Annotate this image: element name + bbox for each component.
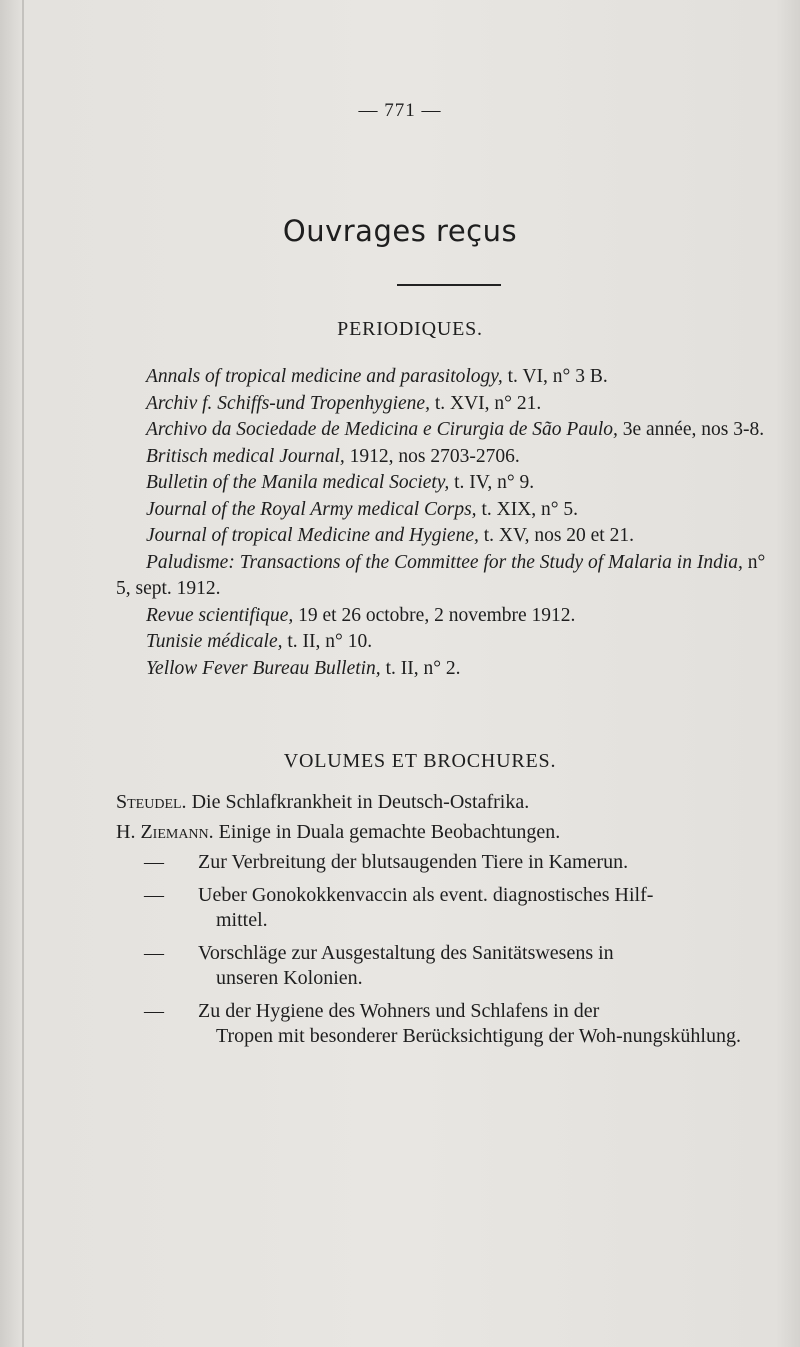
periodical-title: Archivo da Sociedade de Medicina e Cirurgia de São Paulo, <box>146 419 618 440</box>
sub-work-line: Vorschläge zur Ausgestaltung des Sanitätswesens in <box>198 942 614 964</box>
periodical-item <box>116 444 766 471</box>
periodical-details: t. VI, n° 3 B. <box>502 366 608 387</box>
periodical-item <box>116 391 766 418</box>
volume-author: Steudel. <box>116 791 187 813</box>
volumes-heading: VOLUMES ET BROCHURES. <box>283 750 557 772</box>
periodical-item <box>116 629 766 656</box>
periodical-details: t. II, n° 10. <box>282 631 373 652</box>
periodical-item <box>116 523 766 550</box>
volume-title: Einige in Duala gemachte Beobachtungen. <box>213 821 561 843</box>
ditto-dash: — <box>144 884 164 906</box>
sub-work-line: Ueber Gonokokkenvaccin als event. diagnostisches Hilf- <box>198 884 654 906</box>
page-gutter <box>22 0 24 1347</box>
periodical-item <box>116 364 766 391</box>
periodical-item <box>116 603 766 630</box>
sub-work-continuation: Tropen mit besonderer Berücksichtigung der Woh-nungskühlung. <box>216 1025 741 1047</box>
periodical-details: t. XIX, n° 5. <box>476 498 579 520</box>
periodical-item <box>116 417 766 444</box>
periodical-item <box>116 656 766 683</box>
volume-author: H. Ziemann. <box>116 821 214 843</box>
sub-work-title <box>198 850 766 875</box>
periodical-title: Journal of the Royal Army medical Corps, <box>146 498 477 520</box>
periodical-title: Archiv f. Schiffs-und Tropenhygiene, <box>146 392 430 414</box>
periodical-details: t. XVI, n° 21. <box>429 392 542 414</box>
sub-work-item <box>116 850 766 875</box>
sub-work-title <box>198 999 766 1049</box>
sub-work-line: Zur Verbreitung der blutsaugenden Tiere in Kamerun. <box>198 851 629 873</box>
page-title: Ouvrages reçus <box>282 214 518 248</box>
sub-work-continuation: unseren Kolonien. <box>216 967 363 989</box>
page-number: — 771 — <box>358 100 442 121</box>
sub-work-continuation: mittel. <box>216 909 268 931</box>
periodical-item <box>116 550 766 603</box>
periodical-title: Britisch medical Journal, <box>146 445 345 467</box>
periodical-details: t. IV, n° 9. <box>449 472 535 493</box>
periodical-item <box>116 497 766 524</box>
volume-item <box>116 790 766 815</box>
sub-work-title <box>198 941 766 991</box>
periodical-details: t. II, n° 2. <box>380 657 461 679</box>
volume-title: Die Schlafkrankheit in Deutsch-Ostafrika. <box>186 791 530 813</box>
sub-work-title <box>198 883 766 933</box>
ditto-dash: — <box>144 851 164 873</box>
periodical-title: Yellow Fever Bureau Bulletin, <box>146 657 381 679</box>
sub-work-item <box>116 941 766 991</box>
periodical-details: 19 et 26 octobre, 2 novembre 1912. <box>293 604 576 626</box>
sub-work-item <box>116 999 766 1049</box>
periodical-details: 3e année, nos 3-8. <box>617 419 765 440</box>
periodical-details: 1912, nos 2703-2706. <box>344 445 520 467</box>
title-rule <box>397 284 501 286</box>
volumes-list <box>116 790 766 1057</box>
periodical-title: Journal of tropical Medicine and Hygiene, <box>146 525 479 546</box>
periodical-title: Tunisie médicale, <box>146 631 283 652</box>
periodical-details: t. XV, nos 20 et 21. <box>478 525 634 546</box>
volume-item <box>116 820 766 845</box>
periodical-title: Revue scientifique, <box>146 604 294 626</box>
ditto-dash: — <box>144 1000 164 1022</box>
periodical-title: Bulletin of the Manila medical Society, <box>146 472 450 493</box>
periodicals-heading: PERIODIQUES. <box>337 318 483 340</box>
periodical-details: n° 5, sept. 1912. <box>116 551 766 599</box>
periodical-title: Annals of tropical medicine and parasitology, <box>146 366 503 387</box>
periodical-title: Paludisme: Transactions of the Committee for the Study of Malaria in India, <box>146 551 743 573</box>
periodical-item <box>116 470 766 497</box>
sub-work-item <box>116 883 766 933</box>
periodicals-list <box>116 364 766 682</box>
sub-work-line: Zu der Hygiene des Wohners und Schlafens in der <box>198 1000 600 1022</box>
ditto-dash: — <box>144 942 164 964</box>
